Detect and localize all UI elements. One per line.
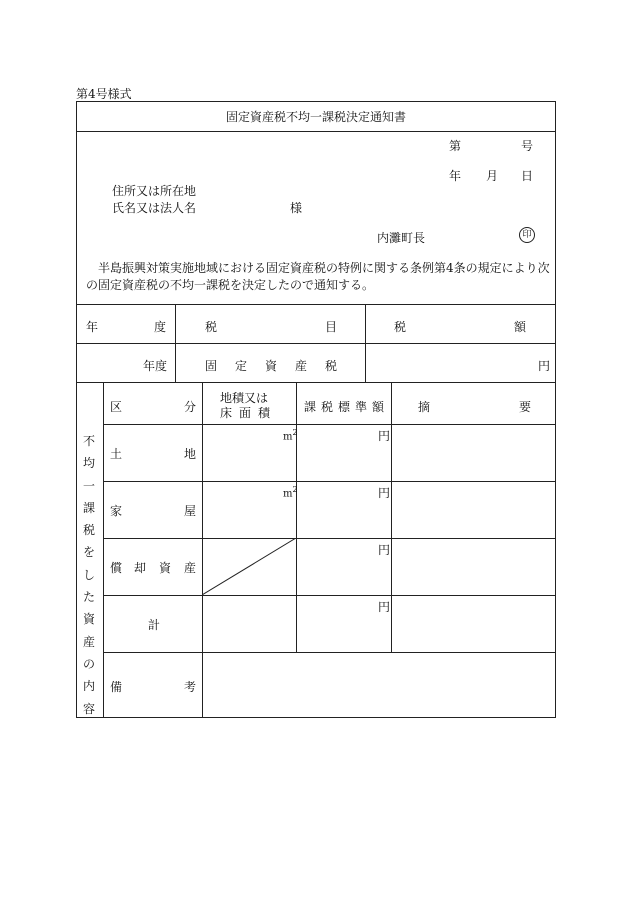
- seal-mark: 印: [519, 227, 535, 243]
- number-prefix: 第: [449, 139, 462, 153]
- detail-header-category-a: 区: [110, 400, 123, 414]
- unit-sup: 2: [292, 428, 298, 437]
- summary-row-tax-char: 税: [325, 359, 338, 373]
- row-notes-label-a: 備: [110, 680, 123, 694]
- row-total-yen-unit: 円: [378, 600, 391, 614]
- row-land-label-a: 土: [110, 447, 123, 461]
- row-total-label: 計: [148, 618, 161, 632]
- depreciable-area-strike: [202, 538, 297, 596]
- vertical-label-char: 内: [82, 679, 95, 694]
- vertical-label-char: 均: [82, 456, 95, 471]
- row-house-area-unit: [283, 485, 298, 499]
- name-label: 氏名又は法人名: [112, 201, 197, 215]
- row-house-yen-unit: 円: [378, 486, 391, 500]
- divider-summary-head: [76, 343, 556, 344]
- detail-header-area-char: 床: [220, 406, 233, 420]
- vertical-label-char: 資: [82, 612, 95, 627]
- unit-sup: 2: [292, 485, 298, 494]
- date-year: 年: [449, 169, 462, 183]
- row-house-label-b: 屋: [184, 504, 197, 518]
- detail-header-base-char: 課: [304, 400, 317, 414]
- vertical-label-char: の: [82, 656, 95, 671]
- divider-header: [76, 304, 556, 305]
- honorific: 様: [290, 201, 303, 215]
- detail-label-divider: [103, 382, 104, 718]
- divider-total: [103, 652, 556, 653]
- summary-row-year: 年度: [143, 359, 168, 373]
- vertical-label-char: 容: [82, 701, 95, 716]
- row-depreciable-char: 却: [134, 561, 147, 575]
- detail-header-base-char: 準: [355, 400, 368, 414]
- detail-header-area-line1: 地積又は: [220, 391, 269, 405]
- summary-header-amount-b: 額: [514, 320, 527, 334]
- summary-col-divider-1: [175, 304, 176, 382]
- summary-row-tax-char: 定: [235, 359, 248, 373]
- date-month: 月: [486, 169, 499, 183]
- summary-header-year-b: 度: [154, 320, 167, 334]
- number-suffix: 号: [521, 139, 534, 153]
- vertical-label-char: た: [82, 590, 95, 605]
- row-land-area-unit: [283, 428, 298, 442]
- summary-header-amount-a: 税: [394, 320, 407, 334]
- summary-header-tax-b: 目: [325, 320, 338, 334]
- notice-body-text: 半島振興対策実施地域における固定資産税の特例に関する条例第4条の規定により次の固定資産税の不均一課税を決定したので通知する。: [86, 261, 550, 292]
- divider-house: [103, 538, 556, 539]
- summary-col-divider-2: [365, 304, 366, 382]
- vertical-label-char: を: [82, 545, 95, 560]
- vertical-label-char: 産: [82, 634, 95, 649]
- summary-row-yen: 円: [538, 359, 551, 373]
- vertical-label-char: し: [82, 567, 95, 582]
- vertical-label-char: 一: [82, 478, 95, 493]
- row-depreciable-char: 産: [184, 561, 197, 575]
- detail-header-category-b: 分: [184, 400, 197, 414]
- unit-m: m: [283, 431, 293, 443]
- row-depreciable-char: 償: [110, 561, 123, 575]
- detail-header-area-char: 積: [258, 406, 271, 420]
- row-depreciable-char: 資: [159, 561, 172, 575]
- divider-depreciable: [103, 595, 556, 596]
- row-land-yen-unit: 円: [378, 429, 391, 443]
- detail-header-remarks-a: 摘: [418, 400, 431, 414]
- row-notes-label-b: 考: [184, 680, 197, 694]
- vertical-label-char: 課: [82, 500, 95, 515]
- row-house-label-a: 家: [110, 504, 123, 518]
- vertical-label-char: 不: [82, 434, 95, 448]
- detail-header-base-char: 額: [372, 400, 385, 414]
- row-depreciable-yen-unit: 円: [378, 543, 391, 557]
- summary-header-tax-a: 税: [205, 320, 218, 334]
- vertical-label-char: 税: [82, 523, 95, 538]
- detail-header-base-char: 標: [338, 400, 351, 414]
- summary-row-tax-char: 資: [265, 359, 278, 373]
- form-number: 第4号様式: [76, 87, 132, 101]
- detail-header-base-char: 税: [321, 400, 334, 414]
- unit-m: m: [283, 488, 293, 500]
- asset-content-vertical-label: [78, 430, 100, 720]
- divider-summary-row: [76, 382, 556, 383]
- divider-land: [103, 481, 556, 482]
- divider-detail-head: [103, 424, 556, 425]
- row-land-label-b: 地: [184, 447, 197, 461]
- detail-header-area-char: 面: [239, 406, 252, 420]
- detail-header-remarks-b: 要: [519, 400, 532, 414]
- page-title: 固定資産税不均一課税決定通知書: [225, 110, 406, 124]
- summary-row-tax-char: 産: [295, 359, 308, 373]
- issuer-title: 内灘町長: [377, 231, 426, 245]
- summary-row-tax-char: 固: [205, 359, 218, 373]
- address-label: 住所又は所在地: [112, 184, 197, 198]
- divider-title: [76, 131, 556, 132]
- date-day: 日: [521, 169, 534, 183]
- detail-col-divider-2: [296, 382, 297, 652]
- summary-header-year-a: 年: [86, 320, 99, 334]
- detail-col-divider-3: [391, 382, 392, 652]
